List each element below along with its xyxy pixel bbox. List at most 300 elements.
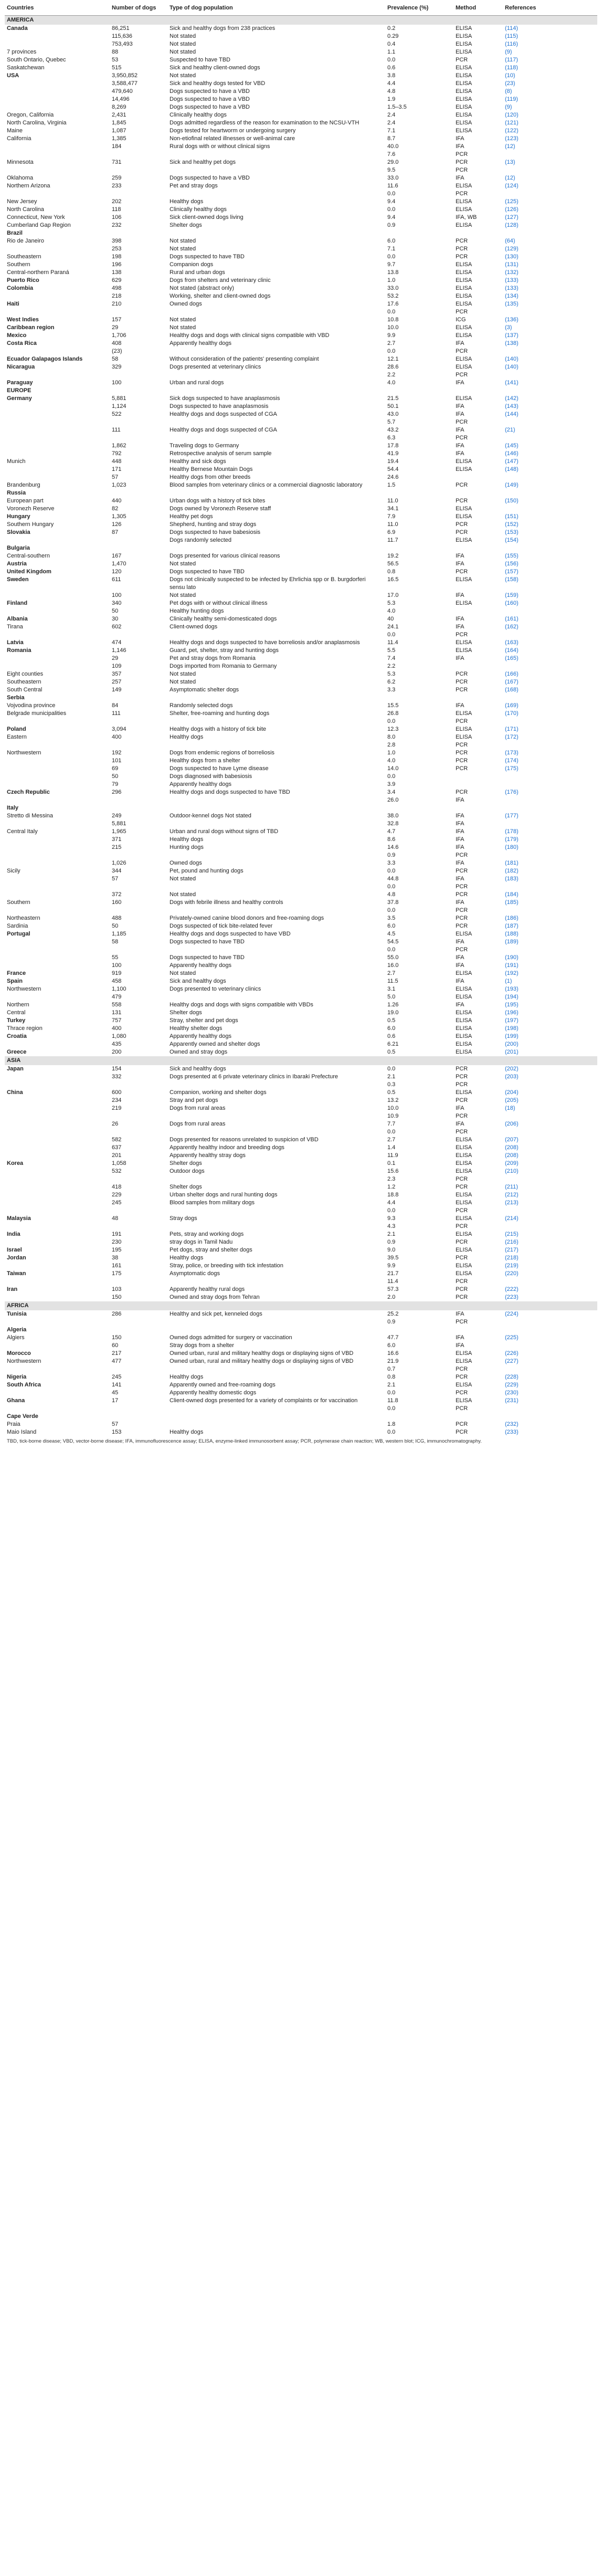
- cell-reference[interactable]: (203): [505, 1074, 519, 1080]
- table-row: [5, 308, 597, 316]
- cell-method: ELISA: [456, 1200, 472, 1206]
- cell-reference[interactable]: (232): [505, 1421, 519, 1427]
- cell-number-of-dogs: 29: [112, 324, 119, 331]
- cell-number-of-dogs: 329: [112, 364, 122, 370]
- cell-reference[interactable]: (135): [505, 301, 519, 307]
- cell-prevalence: 9.7: [387, 261, 396, 268]
- cell-reference[interactable]: (172): [505, 734, 519, 740]
- cell-reference[interactable]: (160): [505, 600, 519, 606]
- table-row: [5, 411, 597, 418]
- cell-reference[interactable]: (214): [505, 1215, 519, 1222]
- cell-country: [5, 245, 110, 253]
- cell-reference[interactable]: (143): [505, 403, 519, 409]
- cell-country: [5, 308, 110, 316]
- cell-reference[interactable]: (208): [505, 1152, 519, 1159]
- cell-population: Dogs randomly selected: [170, 537, 232, 543]
- table-row: [5, 1144, 597, 1152]
- cell-reference[interactable]: (181): [505, 860, 519, 866]
- cell-population: [167, 544, 375, 552]
- cell-number-of-dogs: [110, 229, 167, 237]
- cell-country: [5, 1040, 110, 1048]
- cell-number-of-dogs: 126: [112, 521, 122, 528]
- cell-reference[interactable]: (190): [505, 954, 519, 961]
- table-row: [5, 64, 597, 72]
- cell-reference[interactable]: (133): [505, 277, 519, 283]
- cell-prevalence: 0.0: [387, 206, 396, 213]
- cell-number-of-dogs: [110, 946, 167, 954]
- cell-reference[interactable]: (217): [505, 1247, 519, 1253]
- cell-method: PCR: [456, 765, 468, 772]
- cell-reference[interactable]: (230): [505, 1390, 519, 1396]
- cell-reference[interactable]: (149): [505, 482, 519, 488]
- cell-population: Sick and healthy client-owned dogs: [170, 65, 260, 71]
- cell-method: ELISA: [456, 1089, 472, 1096]
- cell-country: [5, 1223, 110, 1231]
- cell-reference[interactable]: (228): [505, 1374, 519, 1380]
- cell-country: Maine: [7, 128, 23, 134]
- cell-reference[interactable]: (226): [505, 1350, 519, 1357]
- cell-reference[interactable]: (142): [505, 395, 519, 402]
- cell-reference[interactable]: (148): [505, 466, 519, 472]
- cell-country: [5, 631, 110, 639]
- cell-country: Central-southern: [7, 553, 50, 559]
- cell-reference[interactable]: (137): [505, 332, 519, 339]
- cell-reference[interactable]: (199): [505, 1033, 519, 1039]
- table-row: [5, 678, 597, 686]
- cell-country: 7 provinces: [7, 49, 37, 55]
- cell-method: ELISA: [456, 1397, 472, 1404]
- cell-reference[interactable]: (161): [505, 616, 519, 622]
- cell-prevalence: 2.2: [387, 372, 396, 378]
- cell-prevalence: 4.4: [387, 1200, 396, 1206]
- cell-reference: [503, 718, 597, 726]
- cell-reference[interactable]: (118): [505, 65, 518, 71]
- cell-country: Vojvodina province: [7, 702, 56, 709]
- cell-country: Southern: [7, 261, 30, 268]
- cell-country: [5, 883, 110, 891]
- cell-reference[interactable]: (212): [505, 1192, 519, 1198]
- cell-reference[interactable]: (120): [505, 112, 519, 118]
- cell-reference[interactable]: (204): [505, 1089, 519, 1096]
- cell-reference[interactable]: (23): [505, 80, 515, 87]
- table-row: [5, 151, 597, 159]
- cell-reference[interactable]: (18): [505, 1105, 515, 1111]
- table-row: [5, 1097, 597, 1105]
- cell-reference[interactable]: (222): [505, 1286, 519, 1292]
- cell-reference[interactable]: (132): [505, 269, 519, 276]
- cell-method: ELISA: [456, 1033, 472, 1039]
- cell-prevalence: 55.0: [387, 954, 399, 961]
- table-row: [5, 970, 597, 977]
- cell-number-of-dogs: [110, 1081, 167, 1089]
- cell-reference[interactable]: (223): [505, 1294, 519, 1300]
- cell-reference[interactable]: (215): [505, 1231, 519, 1237]
- cell-reference[interactable]: (165): [505, 655, 519, 661]
- table-row: [5, 946, 597, 954]
- table-row: [5, 135, 597, 143]
- cell-population: Apparently healthy dogs: [170, 781, 232, 787]
- cell-reference: [503, 151, 597, 159]
- cell-reference[interactable]: (159): [505, 592, 519, 598]
- cell-population: [167, 946, 375, 954]
- cell-method: PCR: [456, 679, 468, 685]
- cell-method: PCR: [456, 348, 468, 354]
- cell-reference[interactable]: (195): [505, 1002, 519, 1008]
- table-row: [5, 694, 597, 702]
- cell-reference[interactable]: (206): [505, 1121, 519, 1127]
- cell-method: ELISA: [456, 986, 472, 992]
- cell-reference[interactable]: (198): [505, 1025, 519, 1032]
- cell-population: Apparently owned and free-roaming dogs: [170, 1382, 276, 1388]
- cell-reference[interactable]: (180): [505, 844, 519, 850]
- cell-population: Dogs suspected to have TBD: [170, 954, 245, 961]
- cell-population: Dogs suspected to have a VBD: [170, 104, 250, 110]
- table-row: [5, 426, 597, 434]
- cell-reference[interactable]: (188): [505, 931, 519, 937]
- cell-reference[interactable]: (182): [505, 868, 519, 874]
- cell-reference[interactable]: (202): [505, 1066, 519, 1072]
- cell-population: Not stated: [170, 33, 196, 39]
- cell-reference[interactable]: (145): [505, 443, 519, 449]
- cell-reference[interactable]: (131): [505, 261, 519, 268]
- cell-reference[interactable]: (163): [505, 639, 519, 646]
- cell-reference[interactable]: (174): [505, 758, 519, 764]
- cell-population: Blood samples from veterinary clinics or a commercial diagnostic laboratory: [170, 482, 363, 488]
- cell-method: IFA: [456, 553, 464, 559]
- cell-reference[interactable]: (185): [505, 899, 519, 906]
- cell-reference[interactable]: (13): [505, 159, 515, 165]
- cell-population: Dogs presented at 6 private veterinary clinics in Ibaraki Prefecture: [170, 1074, 338, 1080]
- cell-prevalence: 0.2: [387, 25, 396, 31]
- table-row: [5, 993, 597, 1001]
- cell-prevalence: 0.0: [387, 1066, 396, 1072]
- table-row: [5, 190, 597, 198]
- cell-reference[interactable]: (3): [505, 324, 512, 331]
- cell-number-of-dogs: 218: [112, 293, 122, 299]
- cell-prevalence: 28.6: [387, 364, 399, 370]
- cell-reference[interactable]: (154): [505, 537, 519, 543]
- cell-reference[interactable]: (134): [505, 293, 519, 299]
- cell-reference[interactable]: (196): [505, 1010, 519, 1016]
- cell-country: European part: [7, 498, 44, 504]
- cell-reference: [503, 1278, 597, 1286]
- cell-reference[interactable]: (141): [505, 380, 519, 386]
- cell-method: IFA: [456, 1334, 464, 1341]
- cell-reference[interactable]: (117): [505, 57, 518, 63]
- cell-reference[interactable]: (150): [505, 498, 519, 504]
- cell-reference[interactable]: (122): [505, 128, 519, 134]
- cell-country: [5, 442, 110, 450]
- cell-population: Blood samples from military dogs: [170, 1200, 255, 1206]
- cell-reference[interactable]: (124): [505, 183, 519, 189]
- cell-country: Morocco: [7, 1350, 31, 1357]
- cell-country: [5, 1097, 110, 1105]
- cell-country: South Ontario, Quebec: [7, 57, 66, 63]
- table-row: [5, 765, 597, 773]
- cell-reference[interactable]: (176): [505, 789, 519, 795]
- cell-reference[interactable]: (192): [505, 970, 519, 976]
- cell-number-of-dogs: 115,636: [112, 33, 132, 39]
- cell-reference[interactable]: (158): [505, 576, 519, 583]
- cell-population: Owned and stray dogs from Tehran: [170, 1294, 260, 1300]
- cell-reference[interactable]: (201): [505, 1049, 519, 1055]
- cell-reference[interactable]: (170): [505, 710, 519, 717]
- cell-country: [5, 1136, 110, 1144]
- cell-reference[interactable]: (164): [505, 647, 519, 654]
- cell-method: ELISA: [456, 1010, 472, 1016]
- cell-reference[interactable]: (9): [505, 104, 512, 110]
- cell-population: Urban and rural dogs without signs of TBD: [170, 828, 279, 835]
- cell-reference[interactable]: (168): [505, 687, 519, 693]
- cell-method: ELISA: [456, 88, 472, 94]
- cell-reference[interactable]: (116): [505, 41, 518, 47]
- cell-population: Client-owned dogs: [170, 624, 218, 630]
- cell-prevalence: 17.8: [387, 443, 399, 449]
- cell-reference[interactable]: (133): [505, 285, 519, 291]
- cell-country: Tirana: [7, 624, 23, 630]
- cell-reference[interactable]: (157): [505, 569, 519, 575]
- cell-reference[interactable]: (12): [505, 143, 515, 150]
- cell-reference[interactable]: (125): [505, 198, 519, 205]
- cell-reference: [503, 851, 597, 859]
- cell-country: United Kingdom: [7, 569, 51, 575]
- cell-prevalence: 7.6: [387, 151, 396, 157]
- cell-number-of-dogs: [110, 694, 167, 702]
- cell-reference[interactable]: (177): [505, 813, 519, 819]
- cell-reference[interactable]: (119): [505, 96, 518, 102]
- cell-population: Rural dogs with or without clinical signs: [170, 143, 270, 150]
- cell-reference[interactable]: (64): [505, 238, 515, 244]
- table-row: [5, 883, 597, 891]
- cell-prevalence: 4.8: [387, 891, 396, 898]
- table-row: [5, 521, 597, 529]
- cell-reference[interactable]: (140): [505, 356, 519, 362]
- cell-prevalence: 9.9: [387, 1263, 396, 1269]
- cell-reference[interactable]: (121): [505, 120, 519, 126]
- cell-number-of-dogs: 400: [112, 1025, 122, 1032]
- cell-reference[interactable]: (208): [505, 1144, 519, 1151]
- cell-reference[interactable]: (211): [505, 1184, 518, 1190]
- cell-reference[interactable]: (207): [505, 1137, 519, 1143]
- cell-reference[interactable]: (115): [505, 33, 518, 39]
- cell-number-of-dogs: 195: [112, 1247, 122, 1253]
- cell-prevalence: 39.5: [387, 1255, 399, 1261]
- cell-reference[interactable]: (12): [505, 175, 515, 181]
- cell-number-of-dogs: (23): [112, 348, 122, 354]
- cell-reference[interactable]: (191): [505, 962, 519, 969]
- cell-reference[interactable]: (166): [505, 671, 519, 677]
- cell-population: [167, 1207, 375, 1215]
- cell-reference[interactable]: (205): [505, 1097, 519, 1103]
- cell-number-of-dogs: 5,881: [112, 395, 126, 402]
- cell-population: [167, 1175, 375, 1183]
- table-row: [5, 1073, 597, 1081]
- table-row: [5, 757, 597, 765]
- cell-method: ELISA: [456, 576, 472, 583]
- cell-method: ELISA: [456, 1382, 472, 1388]
- cell-method: [453, 663, 503, 670]
- cell-reference[interactable]: (128): [505, 222, 519, 228]
- cell-country: Finland: [7, 600, 28, 606]
- cell-reference[interactable]: (210): [505, 1168, 519, 1174]
- cell-number-of-dogs: 1,023: [112, 482, 126, 488]
- cell-number-of-dogs: 30: [112, 616, 119, 622]
- table-row: [5, 206, 597, 214]
- cell-number-of-dogs: 53: [112, 57, 119, 63]
- cell-reference[interactable]: (218): [505, 1255, 519, 1261]
- cell-reference[interactable]: (209): [505, 1160, 519, 1166]
- cell-reference[interactable]: (156): [505, 561, 519, 567]
- cell-method: ELISA: [456, 1144, 472, 1151]
- cell-number-of-dogs: [110, 907, 167, 914]
- table-row: [5, 119, 597, 127]
- cell-number-of-dogs: 3,588,477: [112, 80, 138, 87]
- cell-population: Apparently healthy domestic dogs: [170, 1390, 257, 1396]
- cell-method: IFA: [456, 1121, 464, 1127]
- table-row: [5, 379, 597, 387]
- cell-reference[interactable]: (127): [505, 214, 519, 220]
- cell-reference[interactable]: (227): [505, 1358, 519, 1364]
- cell-reference[interactable]: (152): [505, 521, 519, 528]
- cell-population: Urban and rural dogs: [170, 380, 224, 386]
- cell-reference[interactable]: (189): [505, 939, 519, 945]
- cell-prevalence: 1.26: [387, 1002, 399, 1008]
- cell-reference: [503, 1413, 597, 1421]
- cell-reference[interactable]: (178): [505, 828, 519, 835]
- cell-reference[interactable]: (169): [505, 702, 519, 709]
- cell-population: Shelter dogs: [170, 1010, 202, 1016]
- cell-population: [167, 434, 375, 442]
- cell-reference[interactable]: (231): [505, 1397, 519, 1404]
- cell-population: Dogs with febrile illness and healthy controls: [170, 899, 283, 906]
- table-row: [5, 859, 597, 867]
- cell-reference[interactable]: (219): [505, 1263, 519, 1269]
- cell-population: Non-etiofinal related illnesses or well-animal care: [170, 135, 295, 142]
- cell-country: Central-northern Paraná: [7, 269, 69, 276]
- cell-reference[interactable]: (225): [505, 1334, 519, 1341]
- cell-reference[interactable]: (184): [505, 891, 519, 898]
- cell-prevalence: 3.8: [387, 72, 396, 79]
- cell-method: ELISA: [456, 112, 472, 118]
- cell-reference[interactable]: (167): [505, 679, 519, 685]
- cell-reference[interactable]: (200): [505, 1041, 519, 1047]
- cell-reference[interactable]: (151): [505, 513, 519, 520]
- table-row: [5, 40, 597, 48]
- cell-reference[interactable]: (10): [505, 72, 515, 79]
- cell-reference[interactable]: (138): [505, 340, 519, 346]
- cell-population: Sick dogs suspected to have anaplasmosis: [170, 395, 280, 402]
- cell-reference[interactable]: (8): [505, 88, 512, 94]
- cell-reference[interactable]: (233): [505, 1429, 519, 1435]
- cell-prevalence: 54.5: [387, 939, 399, 945]
- cell-prevalence: 1.4: [387, 1144, 396, 1151]
- cell-reference[interactable]: (224): [505, 1311, 519, 1317]
- cell-reference[interactable]: (183): [505, 876, 519, 882]
- cell-reference[interactable]: (179): [505, 836, 519, 843]
- cell-prevalence: 43.0: [387, 411, 399, 417]
- table-row: [5, 245, 597, 253]
- cell-reference[interactable]: (187): [505, 923, 519, 929]
- cell-reference[interactable]: (9): [505, 49, 512, 55]
- cell-reference[interactable]: (153): [505, 529, 519, 535]
- cell-reference[interactable]: (147): [505, 458, 519, 465]
- cell-population: [167, 151, 375, 159]
- cell-reference[interactable]: (155): [505, 553, 519, 559]
- cell-reference[interactable]: (126): [505, 206, 519, 213]
- cell-reference[interactable]: (146): [505, 450, 519, 457]
- cell-prevalence: 2.0: [387, 1294, 396, 1300]
- cell-reference[interactable]: (193): [505, 986, 519, 992]
- table-row: [5, 1025, 597, 1033]
- cell-method: ELISA: [456, 293, 472, 299]
- cell-population: Healthy dogs: [170, 1374, 204, 1380]
- cell-reference[interactable]: (186): [505, 915, 519, 921]
- cell-reference[interactable]: (197): [505, 1017, 519, 1024]
- cell-population: Apparently owned and shelter dogs: [170, 1041, 260, 1047]
- cell-reference[interactable]: (194): [505, 994, 519, 1000]
- cell-method: ELISA: [456, 537, 472, 543]
- cell-number-of-dogs: 1,965: [112, 828, 126, 835]
- cell-prevalence: 0.6: [387, 1033, 396, 1039]
- cell-method: ELISA: [456, 269, 472, 276]
- cell-country: [5, 434, 110, 442]
- table-row: [5, 395, 597, 403]
- cell-country: Poland: [7, 726, 26, 732]
- cell-country: [5, 1191, 110, 1199]
- cell-reference[interactable]: (175): [505, 765, 519, 772]
- cell-reference[interactable]: (220): [505, 1270, 519, 1277]
- cell-prevalence: 10.0: [387, 1105, 399, 1111]
- cell-population: Stray dogs from a shelter: [170, 1342, 234, 1349]
- cell-method: PCR: [456, 1223, 468, 1229]
- cell-reference[interactable]: (136): [505, 317, 519, 323]
- cell-prevalence: 21.7: [387, 1270, 399, 1277]
- cell-prevalence: 0.5: [387, 1017, 396, 1024]
- cell-country: [5, 1262, 110, 1270]
- cell-reference[interactable]: (123): [505, 135, 519, 142]
- cell-number-of-dogs: 3,950,852: [112, 72, 138, 79]
- cell-reference[interactable]: (229): [505, 1382, 519, 1388]
- cell-reference[interactable]: (216): [505, 1239, 519, 1245]
- cell-number-of-dogs: 418: [112, 1184, 122, 1190]
- cell-reference[interactable]: (140): [505, 364, 519, 370]
- cell-method: ELISA: [456, 931, 472, 937]
- cell-number-of-dogs: 84: [112, 702, 119, 709]
- cell-population: Healthy dogs and dogs suspected to have borreliosis and/or anaplasmosis: [170, 639, 360, 646]
- table-row: [5, 836, 597, 844]
- cell-method: IFA: [456, 411, 464, 417]
- cell-reference[interactable]: (114): [505, 25, 518, 31]
- cell-reference[interactable]: (1): [505, 978, 512, 984]
- cell-reference[interactable]: (171): [505, 726, 519, 732]
- cell-prevalence: 15.5: [387, 702, 399, 709]
- cell-population: Healthy pet dogs: [170, 513, 213, 520]
- cell-prevalence: 3.3: [387, 860, 396, 866]
- cell-reference[interactable]: (129): [505, 246, 519, 252]
- cell-number-of-dogs: [110, 1223, 167, 1231]
- cell-number-of-dogs: 515: [112, 65, 122, 71]
- cell-reference[interactable]: (144): [505, 411, 519, 417]
- cell-reference[interactable]: (213): [505, 1200, 519, 1206]
- cell-number-of-dogs: 111: [112, 427, 121, 433]
- cell-reference[interactable]: (162): [505, 624, 519, 630]
- cell-population: Asymptomatic dogs: [170, 1270, 220, 1277]
- cell-reference: [503, 1326, 597, 1334]
- cell-reference[interactable]: (173): [505, 750, 519, 756]
- cell-reference[interactable]: (130): [505, 254, 519, 260]
- cell-reference[interactable]: (21): [505, 427, 515, 433]
- cell-population: [167, 1278, 375, 1286]
